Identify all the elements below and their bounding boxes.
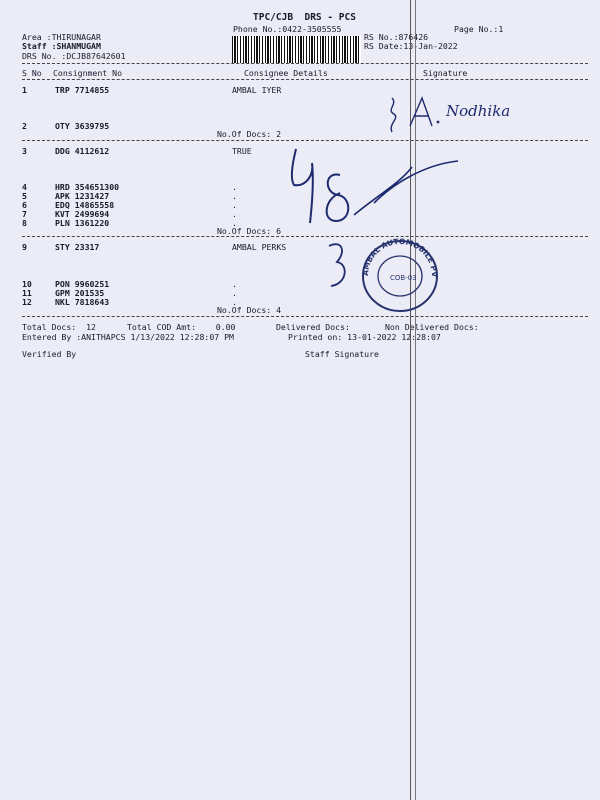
printed-on: Printed on: 13-01-2022 12:28:07	[288, 332, 441, 342]
row-consignment: PLN 1361220	[55, 218, 110, 228]
col-consignment: Consignment No	[53, 68, 123, 78]
row-consignee: .	[232, 191, 237, 201]
delivered-docs: Delivered Docs:	[276, 322, 350, 332]
docs-count: No.Of Docs: 2	[217, 129, 282, 139]
stamp-text: AMBAL AUTOMOBILE PVT. LTD.	[354, 229, 440, 278]
row-consignee: .	[232, 288, 237, 298]
divider	[22, 140, 588, 141]
row-consignment: APK 1231427	[55, 191, 110, 201]
divider	[22, 316, 588, 317]
row-consignment: PON 9960251	[55, 279, 110, 289]
row-consignee: .	[232, 218, 237, 228]
row-sno: 6	[22, 200, 27, 210]
signature-handwritten	[380, 92, 550, 137]
row-sno: 8	[22, 218, 27, 228]
signature-handwritten	[282, 145, 462, 235]
company-stamp	[354, 229, 448, 316]
row-consignment: GPM 201535	[55, 288, 105, 298]
svg-text:Nodhika: Nodhika	[446, 102, 511, 120]
col-consignee: Consignee Details	[244, 68, 328, 78]
row-consignment: EDQ 14865558	[55, 200, 115, 210]
row-consignee: AMBAL IYER	[232, 85, 282, 95]
row-consignee: AMBAL PERKS	[232, 242, 287, 252]
row-sno: 9	[22, 242, 27, 252]
row-consignee: .	[232, 279, 237, 289]
rs-number: RS No.:876426	[364, 32, 429, 42]
row-sno: 10	[22, 279, 32, 289]
divider	[22, 236, 588, 237]
row-consignee: .	[232, 182, 237, 192]
staff-signature-label: Staff Signature	[305, 349, 379, 359]
row-sno: 4	[22, 182, 27, 192]
row-consignee: .	[232, 297, 237, 307]
phone-number: Phone No.:0422-3505555	[233, 24, 342, 34]
barcode	[232, 36, 361, 63]
drs-number: DRS No. :DCJB87642601	[22, 51, 126, 61]
stamp-center: COB-03	[390, 274, 417, 282]
row-consignment: TRP 7714855	[55, 85, 110, 95]
row-sno: 2	[22, 121, 27, 131]
verified-by: Verified By	[22, 349, 77, 359]
row-consignment: KVT 2499694	[55, 209, 110, 219]
non-delivered-docs: Non Delivered Docs:	[385, 322, 479, 332]
row-consignment: DDG 4112612	[55, 146, 110, 156]
row-sno: 3	[22, 146, 27, 156]
row-sno: 5	[22, 191, 27, 201]
col-sno: S No	[22, 68, 42, 78]
row-sno: 1	[22, 85, 27, 95]
row-consignment: HRD 354651300	[55, 182, 120, 192]
entered-by: Entered By :ANITHAPCS 1/13/2022 12:28:07 PM	[22, 332, 234, 342]
page-number: Page No.:1	[454, 24, 504, 34]
staff-label: Staff :SHANMUGAM	[22, 41, 101, 51]
total-docs: Total Docs: 12	[22, 322, 96, 332]
row-consignee: .	[232, 209, 237, 219]
divider	[22, 79, 588, 80]
area-label: Area :THIRUNAGAR	[22, 32, 101, 42]
divider	[22, 63, 588, 64]
row-sno: 12	[22, 297, 32, 307]
row-consignee: TRUE	[232, 146, 252, 156]
row-consignment: STY 23317	[55, 242, 100, 252]
docs-count: No.Of Docs: 4	[217, 305, 282, 315]
row-sno: 11	[22, 288, 32, 298]
svg-text:AMBAL AUTOMOBILE PVT. LTD.	[355, 229, 439, 278]
rs-date: RS Date:13-Jan-2022	[364, 41, 458, 51]
signature-handwritten	[325, 240, 355, 295]
row-consignment: NKL 7818643	[55, 297, 110, 307]
row-consignment: OTY 3639795	[55, 121, 110, 131]
row-sno: 7	[22, 209, 27, 219]
row-consignee: .	[232, 200, 237, 210]
total-cod: Total COD Amt: 0.00	[127, 322, 236, 332]
col-signature: Signature	[423, 68, 468, 78]
docs-count: No.Of Docs: 6	[217, 226, 282, 236]
document-title: TPC/CJB DRS - PCS	[253, 12, 356, 23]
